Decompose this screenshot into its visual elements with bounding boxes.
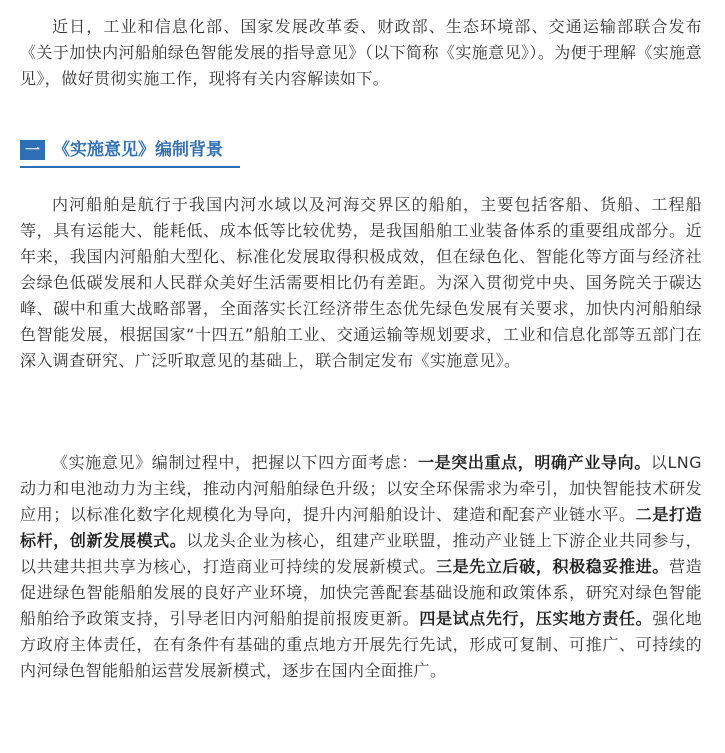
- section-heading-background: [20, 134, 240, 168]
- section-title: 《实施意见》编制背景: [53, 140, 223, 160]
- point3-title: 三是先立后破，积极稳妥推进。: [435, 557, 669, 576]
- considerations-paragraph: [20, 450, 702, 684]
- point4-title: 四是试点先行，压实地方责任。: [419, 609, 653, 628]
- point1-title: 一是突出重点，明确产业导向。: [417, 453, 651, 472]
- point2-title: 二是打造标杆，创新发展模式。: [20, 505, 702, 550]
- background-paragraph: 内河船舶是航行于我国内河水域以及河海交界区的船舶，主要包括客船、货船、工程船等，具有运能大、能耗低、成本低等比较优势，是我国船舶工业装备体系的重要组成部分。近年来，我国内河船舶大型化、标准化发展取得积极成效，但在绿色化、智能化等方面与经济社会绿色低碳发展和人民群众美好生活需要相比仍有差距。为深入贯彻党中央、国务院关于碳达峰、碳中和重大战略部署，全面落实长江经济带生态优先绿色发展有关要求，加快内河船舶绿色智能发展，根据国家“十四五”船舶工业、交通运输等规划要求，工业和信息化部等五部门在深入调查研究、广泛听取意见的基础上，联合制定发布《实施意见》。: [20, 195, 702, 370]
- point4-text: 强化地方政府主体责任，在有条件有基础的重点地方开展先行先试，形成可复制、可推广、可持续的内河绿色智能船舶运营发展新模式，逐步在国内全面推广。: [20, 609, 702, 680]
- point2-text: 以龙头企业为核心，组建产业联盟，推动产业链上下游企业共同参与，以共建共担共享为核心，打造商业可持续的发展新模式。: [20, 531, 702, 576]
- point1-text: 以LNG动力和电池动力为主线，推动内河船舶绿色升级；以安全环保需求为牵引，加快智能技术研发应用；以标准化数字化规模化为导向，提升内河船舶设计、建造和配套产业链水平。: [20, 453, 702, 524]
- intro-paragraph: 近日，工业和信息化部、国家发展改革委、财政部、生态环境部、交通运输部联合发布《关于加快内河船舶绿色智能发展的指导意见》（以下简称《实施意见》）。为便于理解《实施意见》，做好贯彻实施工作，现将有关内容解读如下。: [20, 17, 702, 88]
- section-number-badge: 一: [20, 140, 45, 160]
- point3-text: 营造促进绿色智能船舶发展的良好产业环境，加快完善配套基础设施和政策体系，研究对绿色智能船舶给予政策支持，引导老旧内河船舶提前报废更新。: [20, 557, 702, 628]
- considerations-lead: 《实施意见》编制过程中，把握以下四方面考虑：: [52, 453, 418, 472]
